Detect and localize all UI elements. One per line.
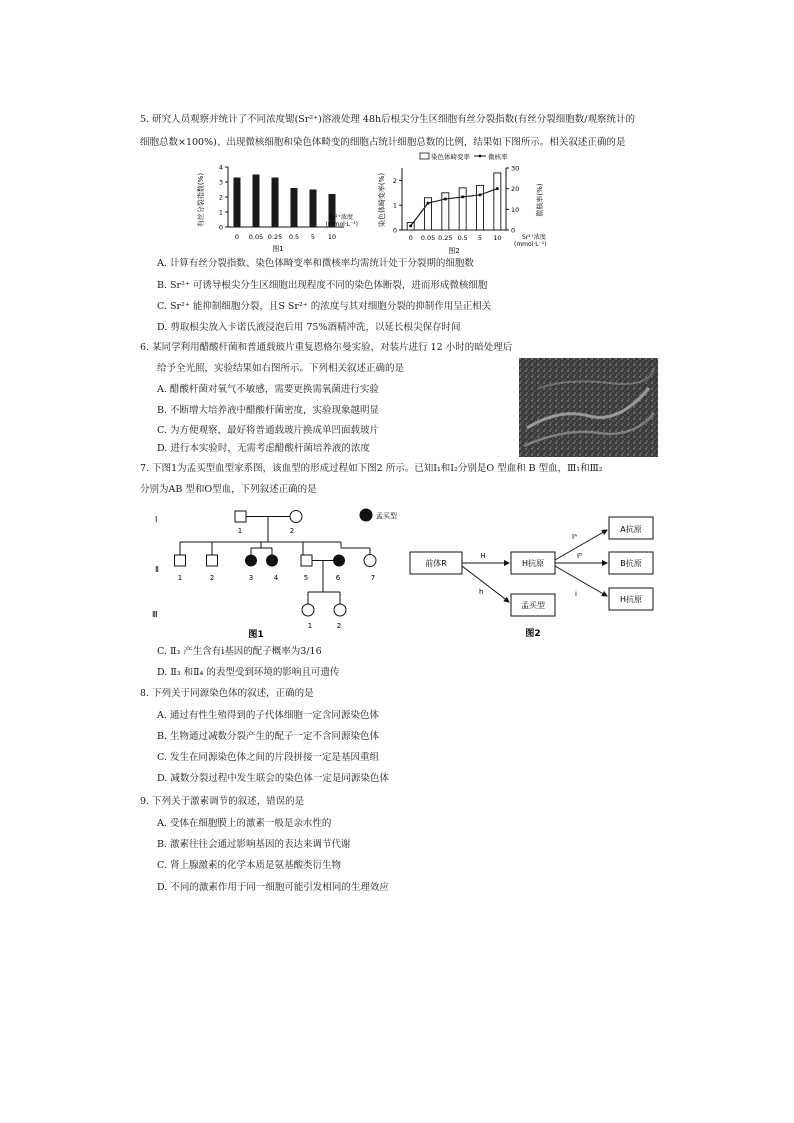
q5-option-d: D. 剪取根尖放入卡诺氏液浸泡后用 75%酒精冲洗，以延长根尖保存时间 <box>157 322 461 333</box>
fig1-xlabel: Sr²⁺浓度 <box>329 214 353 221</box>
q8-option-c: C. 发生在同源染色体之间的片段拼接一定是基因重组 <box>157 752 379 763</box>
fig2-ytick-right-3: 30 <box>511 164 520 173</box>
q7-stem-line1: 7. 下图1为孟买型血型家系图，该血型的形成过程如下图2 所示。已知Ⅰ₁和Ⅰ₂分别是O 型血和 B 型血，Ⅲ₁和Ⅲ₂ <box>140 463 603 474</box>
q8-option-a: A. 通过有性生殖得到的子代体细胞一定含同源染色体 <box>157 710 379 721</box>
fig2-caption: 图2 <box>448 247 460 255</box>
fig2-xlabel: Sr²⁺浓度 <box>522 234 546 241</box>
fig2-ylabel-left: 染色体畸变率(%) <box>378 172 386 228</box>
pathway-svg <box>405 508 670 643</box>
pedigree-III1-number: 1 <box>307 622 313 630</box>
q6-option-d: D. 进行本实验时，无需考虑醋酸杆菌培养液的浓度 <box>157 443 370 454</box>
q9-stem: 9. 下列关于激素调节的叙述，错误的是 <box>140 796 305 807</box>
fig1-xtick-5: 10 <box>327 233 337 241</box>
pedigree-II5-male <box>301 555 312 566</box>
fig1-ytick-1: 1 <box>218 208 223 217</box>
fig2-ylabel-right: 微核率(%) <box>536 183 544 217</box>
pedigree-generation-1-label: Ⅰ <box>155 515 158 524</box>
q8-option-b: B. 生物通过减数分裂产生的配子一定不含同源染色体 <box>157 731 380 742</box>
pedigree-II2-male <box>207 555 218 566</box>
q5-option-a: A. 计算有丝分裂指数、染色体畸变率和微核率均需统计处于分裂期的细胞数 <box>157 258 474 269</box>
fig1-ytick-0: 0 <box>218 223 223 232</box>
pedigree-II7-female <box>364 555 376 567</box>
pedigree-I1-male <box>235 511 246 522</box>
fig1-xtick-1: 0.05 <box>248 233 264 241</box>
pedigree-II6-number: 6 <box>335 574 341 582</box>
pedigree-I1-number: 1 <box>237 527 243 535</box>
fig2-line-point-2 <box>444 198 447 201</box>
fig1-xtick-3: 0.5 <box>288 233 300 241</box>
fig2-xtick-5: 10 <box>493 234 502 242</box>
pedigree-figure-1 <box>140 500 410 645</box>
fig1-bar-3 <box>291 188 298 227</box>
pedigree-generation-2-label: Ⅱ <box>155 565 159 574</box>
fig2-legend-line-marker <box>479 155 482 158</box>
pedigree-II1-male <box>175 555 186 566</box>
figure-1-bar-chart <box>190 155 360 255</box>
pathway-gene-h: h <box>479 588 484 596</box>
fig2-xtick-4: 5 <box>477 234 483 242</box>
pathway-gene-H: H <box>480 552 486 560</box>
pedigree-II6-affected-female <box>333 555 345 567</box>
micrograph-svg <box>519 358 658 457</box>
q9-option-d: D. 不同的激素作用于同一细胞可能引发相同的生理效应 <box>157 882 389 893</box>
fig2-line-point-1 <box>427 202 430 205</box>
pedigree-III2-number: 2 <box>336 622 342 630</box>
q5-option-c: C. Sr²⁺ 能抑制细胞分裂，且S Sr²⁺ 的浓度与其对细胞分裂的抑制作用呈正相关 <box>157 301 492 312</box>
fig2-line-point-4 <box>479 193 482 196</box>
fig2-bar-3 <box>459 188 466 230</box>
q9-option-c: C. 肾上腺激素的化学本质是氨基酸类衍生物 <box>157 860 341 871</box>
fig2-ytick-left-0: 0 <box>392 226 397 235</box>
fig2-xtick-2: 0.25 <box>438 234 453 242</box>
fig1-bar-2 <box>272 178 279 228</box>
pathway-gene-IA: Iᴬ <box>572 533 578 541</box>
figure-2-svg <box>372 150 550 255</box>
fig2-ytick-left-2: 2 <box>392 176 397 185</box>
fig1-ytick-3: 3 <box>218 178 223 187</box>
fig1-ytick-2: 2 <box>218 193 223 202</box>
pedigree-III2-female <box>334 604 346 616</box>
fig2-series-line-micronucleus <box>411 189 498 226</box>
pedigree-generation-3-label: Ⅲ <box>152 610 158 619</box>
pedigree-I2-female <box>290 511 302 523</box>
pathway-bombay-label: 孟买型 <box>521 601 545 610</box>
pedigree-II5-number: 5 <box>303 574 309 582</box>
fig1-bar-4 <box>310 190 317 228</box>
fig1-bar-0 <box>234 178 241 228</box>
q6-stem-line1: 6. 某同学利用醋酸杆菌和普通载玻片重复恩格尔曼实验，对装片进行 12 小时的暗处理后 <box>140 342 513 353</box>
fig2-ytick-right-2: 20 <box>511 185 520 194</box>
fig2-line-point-5 <box>496 187 499 190</box>
pedigree-II4-affected-female <box>266 555 278 567</box>
pathway-b-antigen-label: B抗原 <box>620 559 642 568</box>
fig2-legend-bar: 染色体畸变率 <box>431 153 470 161</box>
q6-stem-line2: 给予全光照，实验结果如右图所示。下列相关叙述正确的是 <box>157 363 405 374</box>
micrograph-photo <box>519 358 658 457</box>
fig1-caption: 图1 <box>272 245 284 253</box>
q5-stem-line2: 细胞总数×100%)、出现微核细胞和染色体畸变的细胞占统计细胞总数的比例，结果如下图所示。相关叙述正确的是 <box>140 137 626 148</box>
pedigree-III1-female <box>302 604 314 616</box>
q9-option-a: A. 受体在细胞膜上的激素一般是亲水性的 <box>157 818 332 829</box>
pedigree-II2-number: 2 <box>209 574 215 582</box>
fig2-ytick-right-0: 0 <box>511 226 516 235</box>
q6-option-c: C. 为方便观察，最好将普通载玻片换成单凹面载玻片 <box>157 425 379 436</box>
fig2-legend-bar-swatch <box>420 153 429 159</box>
pedigree-caption: 图1 <box>248 630 264 640</box>
fig2-xtick-1: 0.05 <box>420 234 436 242</box>
fig1-xtick-4: 5 <box>310 233 316 241</box>
fig2-line-point-0 <box>409 224 412 227</box>
fig2-xtick-3: 0.5 <box>457 234 468 242</box>
fig1-ylabel: 有丝分裂指数(%) <box>197 172 205 228</box>
q7-option-d: D. Ⅱ₃ 和Ⅱ₄ 的表型受到环境的影响且可遗传 <box>157 667 340 678</box>
pathway-a-antigen-label: A抗原 <box>620 525 642 534</box>
pedigree-II4-number: 4 <box>273 574 279 582</box>
fig2-ytick-right-1: 10 <box>511 205 520 214</box>
q8-option-d: D. 减数分裂过程中发生联会的染色体一定是同源染色体 <box>157 773 389 784</box>
pedigree-svg <box>140 500 410 645</box>
pedigree-I2-number: 2 <box>289 527 295 535</box>
pathway-caption: 图2 <box>525 629 541 639</box>
q7-option-c: C. Ⅱ₃ 产生含有i基因的配子概率为3/16 <box>157 646 322 657</box>
fig2-xtick-0: 0 <box>408 234 413 242</box>
pedigree-II3-number: 3 <box>248 574 254 582</box>
fig2-bar-5 <box>494 173 501 230</box>
pathway-h-antigen-label: H抗原 <box>521 559 545 568</box>
q9-option-b: B. 激素往往会通过影响基因的表达来调节代谢 <box>157 839 351 850</box>
pedigree-II3-affected-female <box>245 555 257 567</box>
figure-1-svg <box>190 155 360 255</box>
pedigree-legend-affected-symbol <box>360 509 373 522</box>
pathway-gene-IB: Iᴮ <box>577 552 583 560</box>
q5-stem-line1: 5. 研究人员观察并统计了不同浓度锶(Sr²⁺)溶液处理 48h后根尖分生区细胞有丝分裂指数(有丝分裂细胞数/观察统计的 <box>140 114 636 125</box>
fig2-ytick-left-1: 1 <box>392 201 397 210</box>
q6-option-b: B. 不断增大培养液中醋酸杆菌密度，实验现象越明显 <box>157 405 380 416</box>
fig1-ytick-4: 4 <box>218 163 223 172</box>
fig2-legend-line: 微核率 <box>488 153 508 161</box>
q5-option-b: B. Sr²⁺ 可诱导根尖分生区细胞出现程度不同的染色体断裂，进而形成微核细胞 <box>157 280 488 291</box>
fig2-bar-4 <box>477 185 484 230</box>
figure-2-combo-chart <box>372 150 550 255</box>
pathway-h-antigen2-label: H抗原 <box>619 595 643 604</box>
fig1-xtick-0: 0 <box>234 233 240 241</box>
fig1-xtick-2: 0.25 <box>267 233 283 241</box>
q8-stem: 8. 下列关于同源染色体的叙述，正确的是 <box>140 688 314 699</box>
q7-stem-line2: 分别为AB 型和O型血，下列叙述正确的是 <box>140 484 317 495</box>
pathway-arrow-h <box>462 566 509 602</box>
pedigree-II7-number: 7 <box>370 574 376 582</box>
fig2-xunit: (mmol·L⁻¹) <box>514 241 547 248</box>
fig2-line-point-3 <box>461 195 464 198</box>
fig1-xunit: (mmol·L⁻¹) <box>325 221 358 228</box>
pathway-arrow-i <box>555 566 607 596</box>
pedigree-legend-label: 孟买型 <box>376 512 397 520</box>
pathway-precursor-label: 前体R <box>425 559 447 568</box>
q6-option-a: A. 醋酸杆菌对氧气不敏感，需要更换需氧菌进行实验 <box>157 384 379 395</box>
pathway-gene-i: i <box>575 590 577 598</box>
pathway-figure-2 <box>405 508 670 643</box>
pedigree-II1-number: 1 <box>177 574 183 582</box>
fig1-bar-1 <box>253 175 260 228</box>
